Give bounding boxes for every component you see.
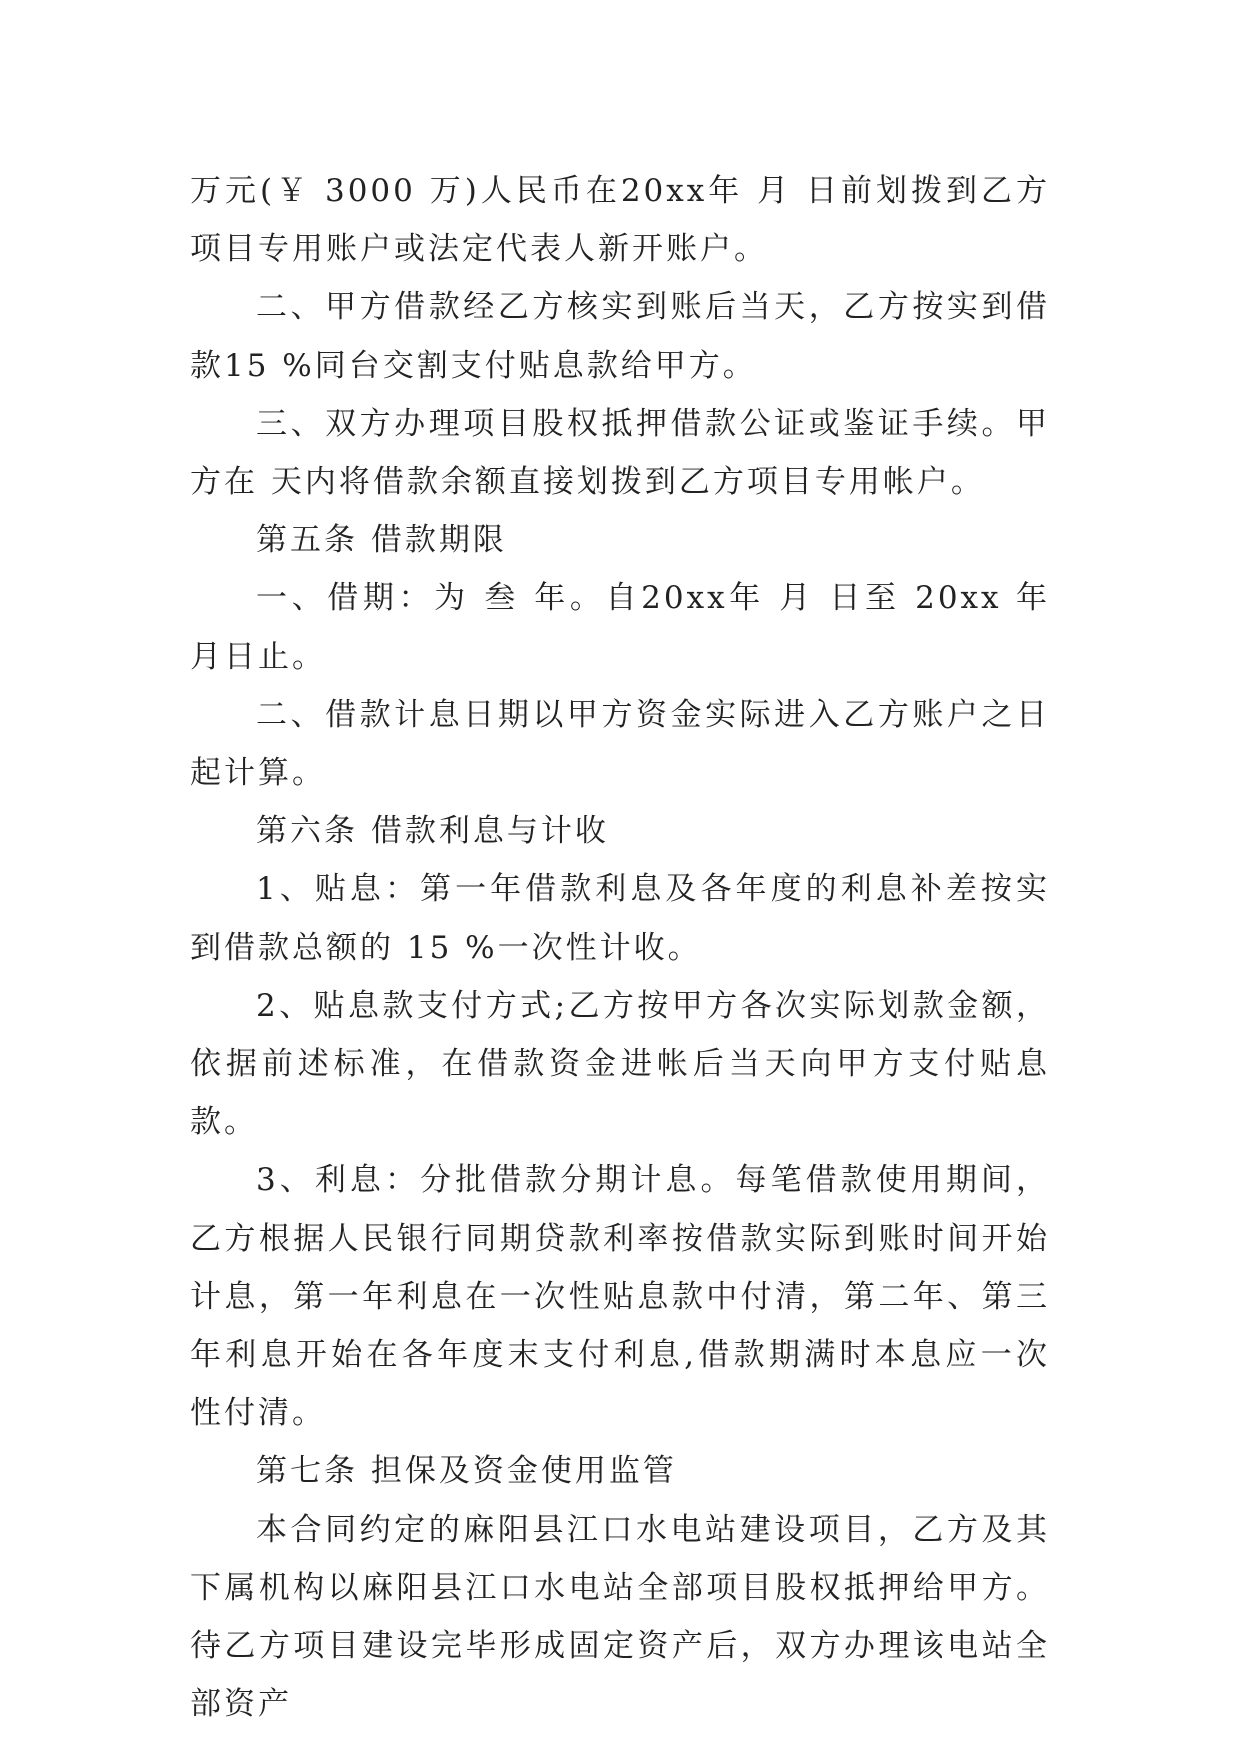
paragraph-loan-transfer: 万元(￥ 3000 万)人民币在20xx年 月 日前划拨到乙方项目专用账户或法定代表人新开账户。 [190, 173, 1050, 268]
paragraph-interest: 3、利息：分批借款分期计息。每笔借款使用期间，乙方根据人民银行同期贷款利率按借款实际到账时间开始计息，第一年利息在一次性贴息款中付清，第二年、第三年利息开始在各年度末支付利息,借款期满时本息应一次性付清。 [190, 1162, 1050, 1432]
heading-article-6: 第六条 借款利息与计收 [256, 813, 609, 850]
paragraph-notarization: 三、双方办理项目股权抵押借款公证或鉴证手续。甲方在 天内将借款余额直接划拨到乙方项目专用帐户。 [190, 405, 1050, 501]
heading-article-7: 第七条 担保及资金使用监管 [256, 1453, 677, 1490]
paragraph-interest-start-date: 二、借款计息日期以甲方资金实际进入乙方账户之日起计算。 [190, 696, 1050, 792]
paragraph-interest-payment: 二、甲方借款经乙方核实到账后当天，乙方按实到借款15 %同台交割支付贴息款给甲方。 [190, 289, 1050, 384]
document-body [190, 162, 1050, 1733]
heading-article-5: 第五条 借款期限 [256, 522, 507, 559]
paragraph-loan-term: 一、借期：为 叁 年。自20xx年 月 日至 20xx 年 月日止。 [190, 580, 1050, 675]
paragraph-subsidy-payment: 2、贴息款支付方式;乙方按甲方各次实际划款金额，依据前述标准，在借款资金进帐后当天向甲方支付贴息款。 [190, 987, 1050, 1141]
paragraph-subsidy: 1、贴息：第一年借款利息及各年度的利息补差按实到借款总额的 15 %一次性计收。 [190, 871, 1050, 966]
paragraph-guarantee: 本合同约定的麻阳县江口水电站建设项目，乙方及其下属机构以麻阳县江口水电站全部项目股权抵押给甲方。待乙方项目建设完毕形成固定资产后，双方办理该电站全部资产 [190, 1511, 1050, 1723]
